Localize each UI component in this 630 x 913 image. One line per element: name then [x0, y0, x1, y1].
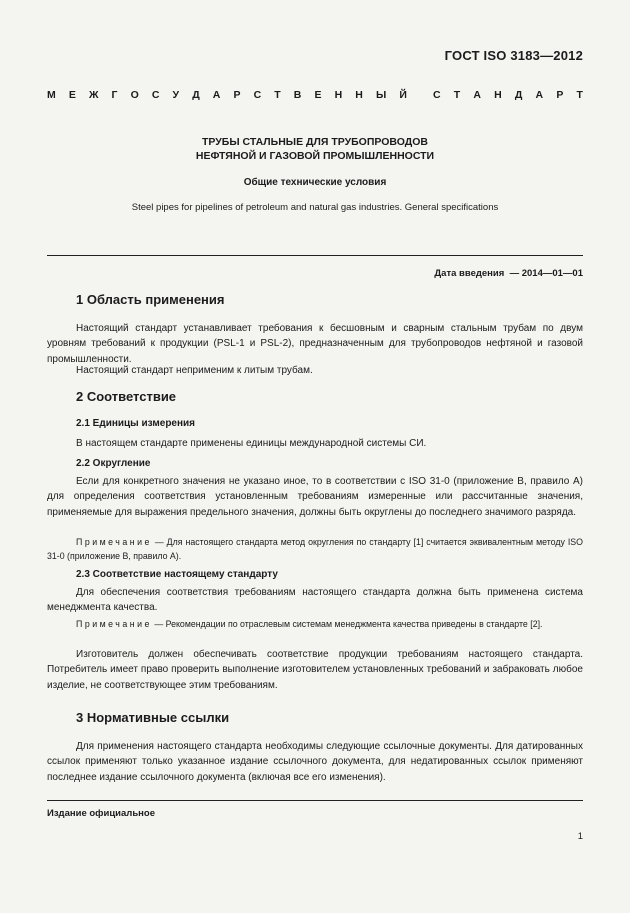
banner-letter: Й	[399, 89, 407, 101]
banner-letter: Т	[274, 89, 281, 101]
note-label: Примечание	[76, 537, 152, 547]
section-1-paragraph-1: Настоящий стандарт устанавливает требования к бесшовным и сварным стальным трубам по двум уровням требований к продукции (PSL-1 и PSL-2), предназначенным для трубопроводов нефтяной и газовой промышленности.	[47, 323, 583, 365]
official-edition-label: Издание официальное	[47, 808, 155, 819]
section-2-heading: 2 Соответствие	[76, 389, 177, 404]
note-text: — Рекомендации по отраслевым системам менеджмента качества приведены в стандарте [2].	[151, 619, 543, 629]
subsection-2-3-note	[47, 617, 583, 631]
banner-letter: М	[47, 89, 56, 101]
banner-letter: А	[212, 89, 221, 101]
subsection-2-2-paragraph: Если для конкретного значения не указано иное, то в соответствии с ISO 31-0 (приложение В, правило А) для определения соответствия установленным требованиям измеренные или рассчитанные значения, применяемые для выражения предельного значения, должны быть округлены до последнего значимого разряда.	[47, 476, 583, 518]
english-title: Steel pipes for pipelines of petroleum and natural gas industries. General specifications	[131, 202, 499, 213]
banner-letter: С	[151, 89, 160, 101]
banner-letter: Т	[453, 89, 461, 101]
standard-number: ГОСТ ISO 3183—2012	[444, 48, 583, 63]
banner-letter: Ы	[375, 89, 387, 101]
title-line-2: НЕФТЯНОЙ И ГАЗОВОЙ ПРОМЫШЛЕННОСТИ	[195, 150, 435, 162]
subsection-2-2-heading: 2.2 Округление	[76, 458, 151, 469]
banner-word-standard	[433, 89, 583, 101]
banner-letter: Е	[68, 89, 76, 101]
interstate-standard-banner	[47, 89, 583, 101]
banner-letter: Р	[233, 89, 241, 101]
section-3-heading: 3 Нормативные ссылки	[76, 710, 230, 725]
banner-letter: Н	[355, 89, 363, 101]
document-title	[40, 135, 590, 163]
banner-letter: У	[172, 89, 180, 101]
subsection-2-2-note	[47, 535, 583, 563]
section-3-paragraph: Для применения настоящего стандарта необходимы следующие ссылочные документы. Для датированных ссылок применяют только указанное издание ссылочного документа, для недатированных ссылок применяют последнее издание ссылочного документа (включая все его изменения).	[47, 741, 583, 783]
banner-letter: Е	[314, 89, 322, 101]
date-label: Дата введения	[434, 268, 505, 279]
banner-letter: А	[473, 89, 481, 101]
banner-letter: Н	[334, 89, 343, 101]
banner-letter: В	[293, 89, 302, 101]
banner-letter: Н	[494, 89, 502, 101]
subsection-2-3-paragraph-1: Для обеспечения соответствия требованиям настоящего стандарта должна быть применена система менеджмента качества.	[47, 587, 583, 614]
subsection-2-1-paragraph: В настоящем стандарте применены единицы международной системы СИ.	[76, 438, 427, 449]
section-1-paragraph-2: Настоящий стандарт неприменим к литым трубам.	[76, 365, 313, 376]
banner-letter: Д	[514, 89, 523, 101]
banner-letter: С	[433, 89, 441, 101]
title-line-1: ТРУБЫ СТАЛЬНЫЕ ДЛЯ ТРУБОПРОВОДОВ	[201, 136, 429, 148]
banner-letter: Ж	[88, 89, 99, 101]
banner-letter: Р	[556, 89, 564, 101]
banner-letter: А	[535, 89, 544, 101]
subsection-2-3-paragraph-2: Изготовитель должен обеспечивать соответствие продукции требованиям настоящего стандарта. Потребитель имеет право проверить выполнение изготовителем установленных требований и забраковать любое изделие, не соответствующее этим требованиям.	[47, 649, 583, 691]
note-text: — Для настоящего стандарта метод округления по стандарту [1] считается эквивалентным методу ISO 31-0 (приложение В, правило А).	[47, 537, 583, 561]
banner-letter: Г	[111, 89, 118, 101]
section-1-heading: 1 Область применения	[76, 292, 225, 307]
page-number: 1	[577, 831, 583, 842]
subsection-2-1-heading: 2.1 Единицы измерения	[76, 418, 196, 429]
document-subtitle: Общие технические условия	[243, 177, 387, 188]
date-value: — 2014—01—01	[509, 268, 583, 279]
banner-letter: С	[253, 89, 262, 101]
subsection-2-3-heading: 2.3 Соответствие настоящему стандарту	[76, 569, 278, 580]
note-label: Примечание	[76, 619, 152, 629]
banner-letter: О	[130, 89, 139, 101]
banner-letter: Д	[192, 89, 200, 101]
introduction-date	[300, 268, 583, 279]
banner-letter: Т	[576, 89, 583, 101]
banner-word-interstate	[47, 89, 407, 101]
footer-divider	[47, 800, 583, 801]
header-divider	[47, 255, 583, 256]
